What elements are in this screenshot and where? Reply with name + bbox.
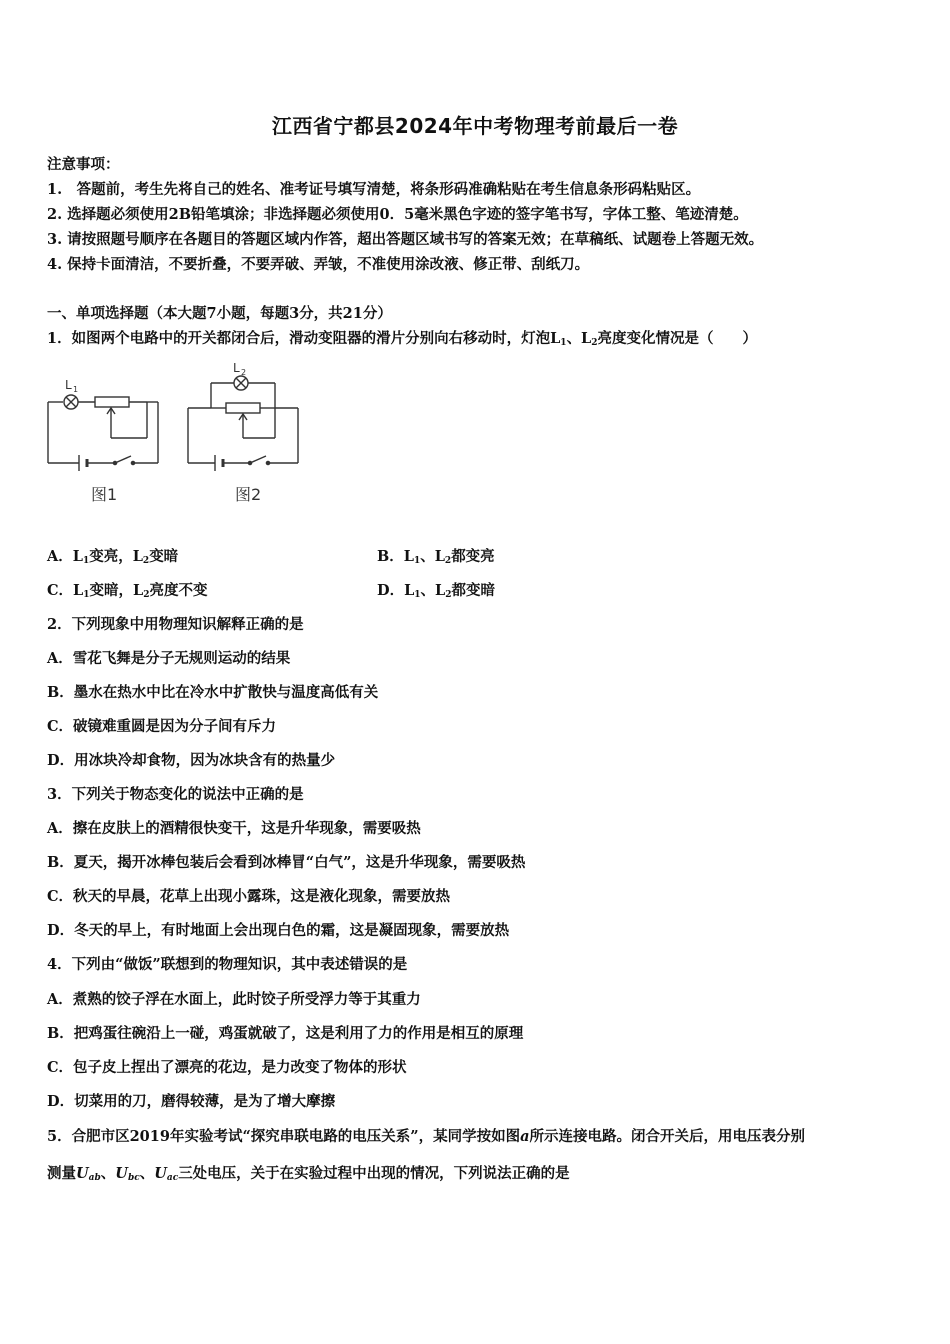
question-4-stem: 4．下列由“做饭”联想到的物理知识，其中表述错误的是 [47, 956, 408, 973]
question-4-option-b: B．把鸡蛋往碗沿上一碰，鸡蛋就破了，这是利用了力的作用是相互的原理 [47, 1025, 524, 1042]
question-1-option-c: C．$L_1$变暗，$L_2$亮度不变 [47, 582, 208, 600]
question-5-stem-line-1: 5．合肥市区2019年实验考试“探究串联电路的电压关系”，某同学按如图a所示连接电路。闭合开关后，用电压表分别 [47, 1128, 806, 1145]
question-2-option-c: C．破镜难重圆是因为分子间有斥力 [47, 718, 277, 735]
question-1-option-d: D．$L_1$、$L_2$都变暗 [377, 582, 496, 600]
question-2-option-a: A．雪花飞舞是分子无规则运动的结果 [47, 650, 291, 667]
question-5-stem-line-2: 测量$U_{ab}$、$U_{bc}$、$U_{ac}$三处电压，关于在实验过程中出现的情况，下列说法正确的是 [47, 1165, 570, 1183]
question-3-option-d: D．冬天的早上，有时地面上会出现白色的霜，这是凝固现象，需要放热 [47, 922, 510, 939]
question-1-option-b: B．$L_1$、$L_2$都变亮 [377, 548, 495, 566]
exam-title: 江西省宁都县2024年中考物理考前最后一卷 [271, 114, 679, 138]
notice-heading: 注意事项： [47, 156, 120, 173]
notice-item-4: 4. 保持卡面清洁，不要折叠，不要弄破、弄皱，不准使用涂改液、修正带、刮纸刀。 [47, 256, 590, 273]
section-heading: 一、单项选择题（本大题7小题，每题3分，共21分） [47, 305, 392, 322]
question-1-stem: 1．如图两个电路中的开关都闭合后，滑动变阻器的滑片分别向右移动时，灯泡$L_1$、$L_2$亮度变化情况是（ ） [47, 330, 758, 348]
question-2-stem: 2．下列现象中用物理知识解释正确的是 [47, 616, 304, 633]
question-2-option-b: B．墨水在热水中比在冷水中扩散快与温度高低有关 [47, 684, 379, 701]
question-3-option-b: B．夏天，揭开冰棒包装后会看到冰棒冒“白气”，这是升华现象，需要吸热 [47, 854, 526, 871]
svg-text:L: L [65, 378, 72, 392]
question-3-option-c: C．秋天的早晨，花草上出现小露珠，这是液化现象，需要放热 [47, 888, 451, 905]
question-4-option-a: A．煮熟的饺子浮在水面上，此时饺子所受浮力等于其重力 [47, 991, 421, 1008]
figure-1-caption: 图1 [91, 485, 118, 504]
question-1-option-a: A．$L_1$变亮，$L_2$变暗 [47, 548, 179, 566]
svg-text:L: L [233, 361, 240, 375]
notice-item-1: 1. 答题前，考生先将自己的姓名、准考证号填写清楚，将条形码准确粘贴在考生信息条形码粘贴区。 [47, 181, 701, 198]
circuit-figure [43, 360, 308, 510]
question-4-option-c: C．包子皮上捏出了漂亮的花边，是力改变了物体的形状 [47, 1059, 407, 1076]
notice-item-3: 3. 请按照题号顺序在各题目的答题区域内作答，超出答题区域书写的答案无效；在草稿纸、试题卷上答题无效。 [47, 231, 764, 248]
question-3-stem: 3．下列关于物态变化的说法中正确的是 [47, 786, 304, 803]
figure-2-caption: 图2 [235, 485, 262, 504]
question-2-option-d: D．用冰块冷却食物，因为冰块含有的热量少 [47, 752, 336, 769]
question-4-option-d: D．切菜用的刀，磨得较薄，是为了增大摩擦 [47, 1093, 336, 1110]
svg-text:2: 2 [241, 368, 247, 377]
notice-item-2: 2. 选择题必须使用2B铅笔填涂；非选择题必须使用0．5毫米黑色字迹的签字笔书写，字体工整、笔迹清楚。 [47, 206, 748, 223]
question-3-option-a: A．擦在皮肤上的酒精很快变干，这是升华现象，需要吸热 [47, 820, 421, 837]
svg-text:1: 1 [73, 385, 79, 394]
